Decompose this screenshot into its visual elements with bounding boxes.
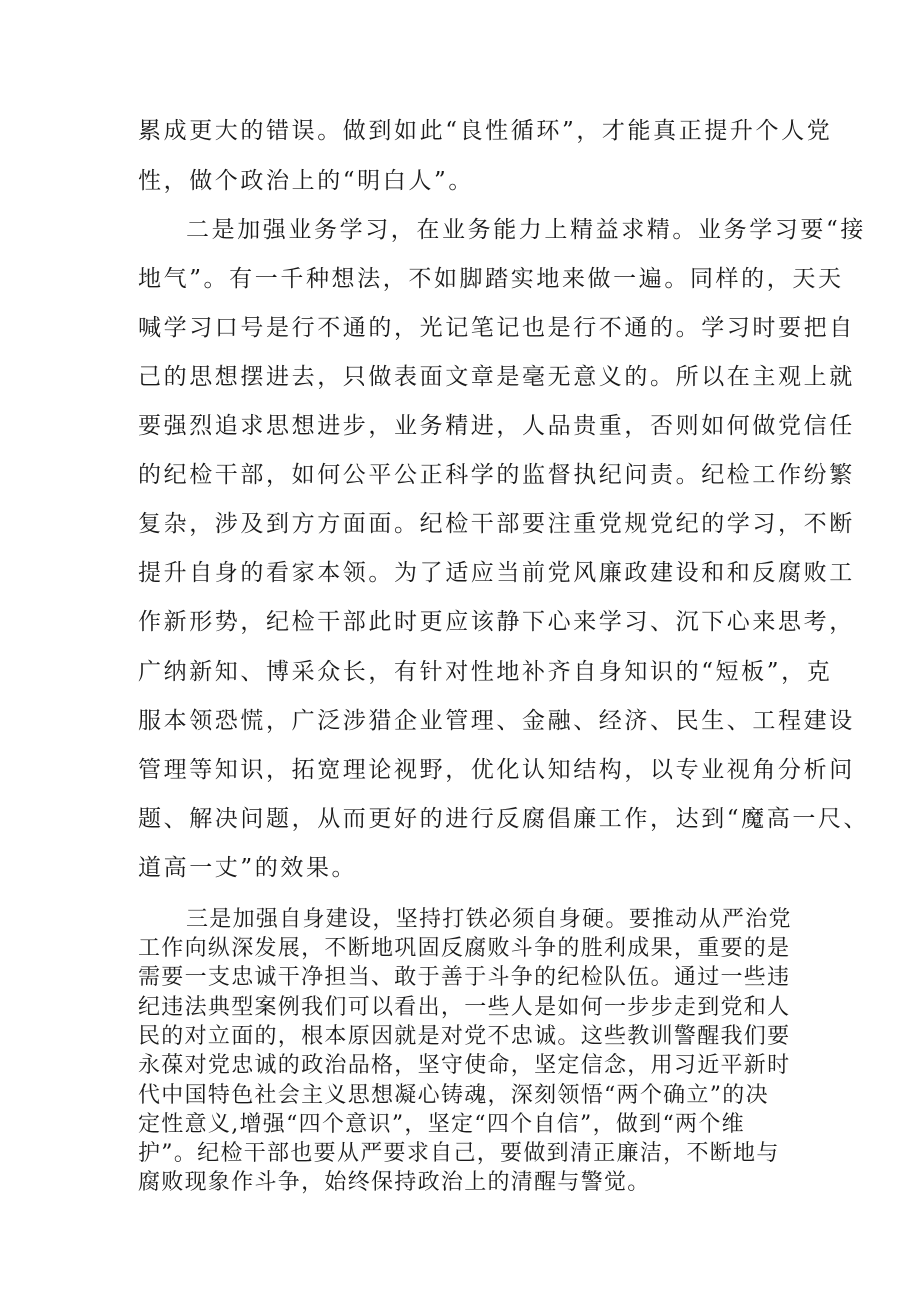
text-line: 喊学习口号是行不通的，光记笔记也是行不通的。学习时要把自 — [138, 315, 855, 341]
text-line: 永葆对党忠诚的政治品格，坚守使命，坚定信念，用习近平新时 — [138, 1053, 791, 1078]
text-line: 要强烈追求思想进步，业务精进，人品贵重，否则如何做党信任 — [138, 413, 855, 439]
text-line: 需要一支忠诚干净担当、敢于善于斗争的纪检队伍。通过一些违 — [138, 965, 791, 990]
text-line: 二是加强业务学习，在业务能力上精益求精。业务学习要“接 — [186, 217, 866, 243]
text-line: 作新形势，纪检干部此时更应该静下心来学习、沉下心来思考， — [138, 609, 855, 635]
text-line: 护”。纪检干部也要从严要求自己，要做到清正廉洁，不断地与 — [138, 1141, 780, 1166]
text-line: 累成更大的错误。做到如此“良性循环”，才能真正提升个人党 — [138, 118, 833, 144]
text-line: 广纳新知、博采众长，有针对性地补齐自身知识的“短板”，克 — [138, 659, 833, 685]
text-line: 纪违法典型案例我们可以看出，一些人是如何一步步走到党和人 — [138, 995, 791, 1020]
text-line: 地气”。有一千种想法，不如脚踏实地来做一遍。同样的，天天 — [138, 266, 844, 292]
text-line: 工作向纵深发展，不断地巩固反腐败斗争的胜利成果，重要的是 — [138, 936, 791, 961]
text-line: 管理等知识，拓宽理论视野，优化认知结构，以专业视角分析问 — [138, 757, 855, 783]
text-line: 腐败现象作斗争，始终保持政治上的清醒与警觉。 — [138, 1170, 651, 1195]
text-line: 性，做个政治上的“明白人”。 — [138, 168, 474, 194]
text-line: 代中国特色社会主义思想凝心铸魂，深刻领悟“两个确立”的决 — [138, 1083, 769, 1108]
text-line: 三是加强自身建设，坚持打铁必须自身硬。要推动从严治党 — [186, 907, 792, 932]
text-line: 己的思想摆进去，只做表面文章是毫无意义的。所以在主观上就 — [138, 364, 855, 390]
text-line: 民的对立面的，根本原因就是对党不忠诚。这些教训警醒我们要 — [138, 1024, 791, 1049]
text-line: 定性意义,增强“四个意识”，坚定“四个自信”，做到“两个维 — [138, 1112, 745, 1137]
text-line: 提升自身的看家本领。为了适应当前党风廉政建设和和反腐败工 — [138, 560, 855, 586]
text-line: 的纪检干部，如何公平公正科学的监督执纪问责。纪检工作纷繁 — [138, 462, 855, 488]
text-line: 题、解决问题，从而更好的进行反腐倡廉工作，达到“魔高一尺、 — [138, 806, 870, 832]
text-line: 复杂，涉及到方方面面。纪检干部要注重党规党纪的学习，不断 — [138, 511, 855, 537]
text-line: 道高一丈”的效果。 — [138, 855, 358, 881]
text-line: 服本领恐慌，广泛涉猎企业管理、金融、经济、民生、工程建设 — [138, 708, 855, 734]
